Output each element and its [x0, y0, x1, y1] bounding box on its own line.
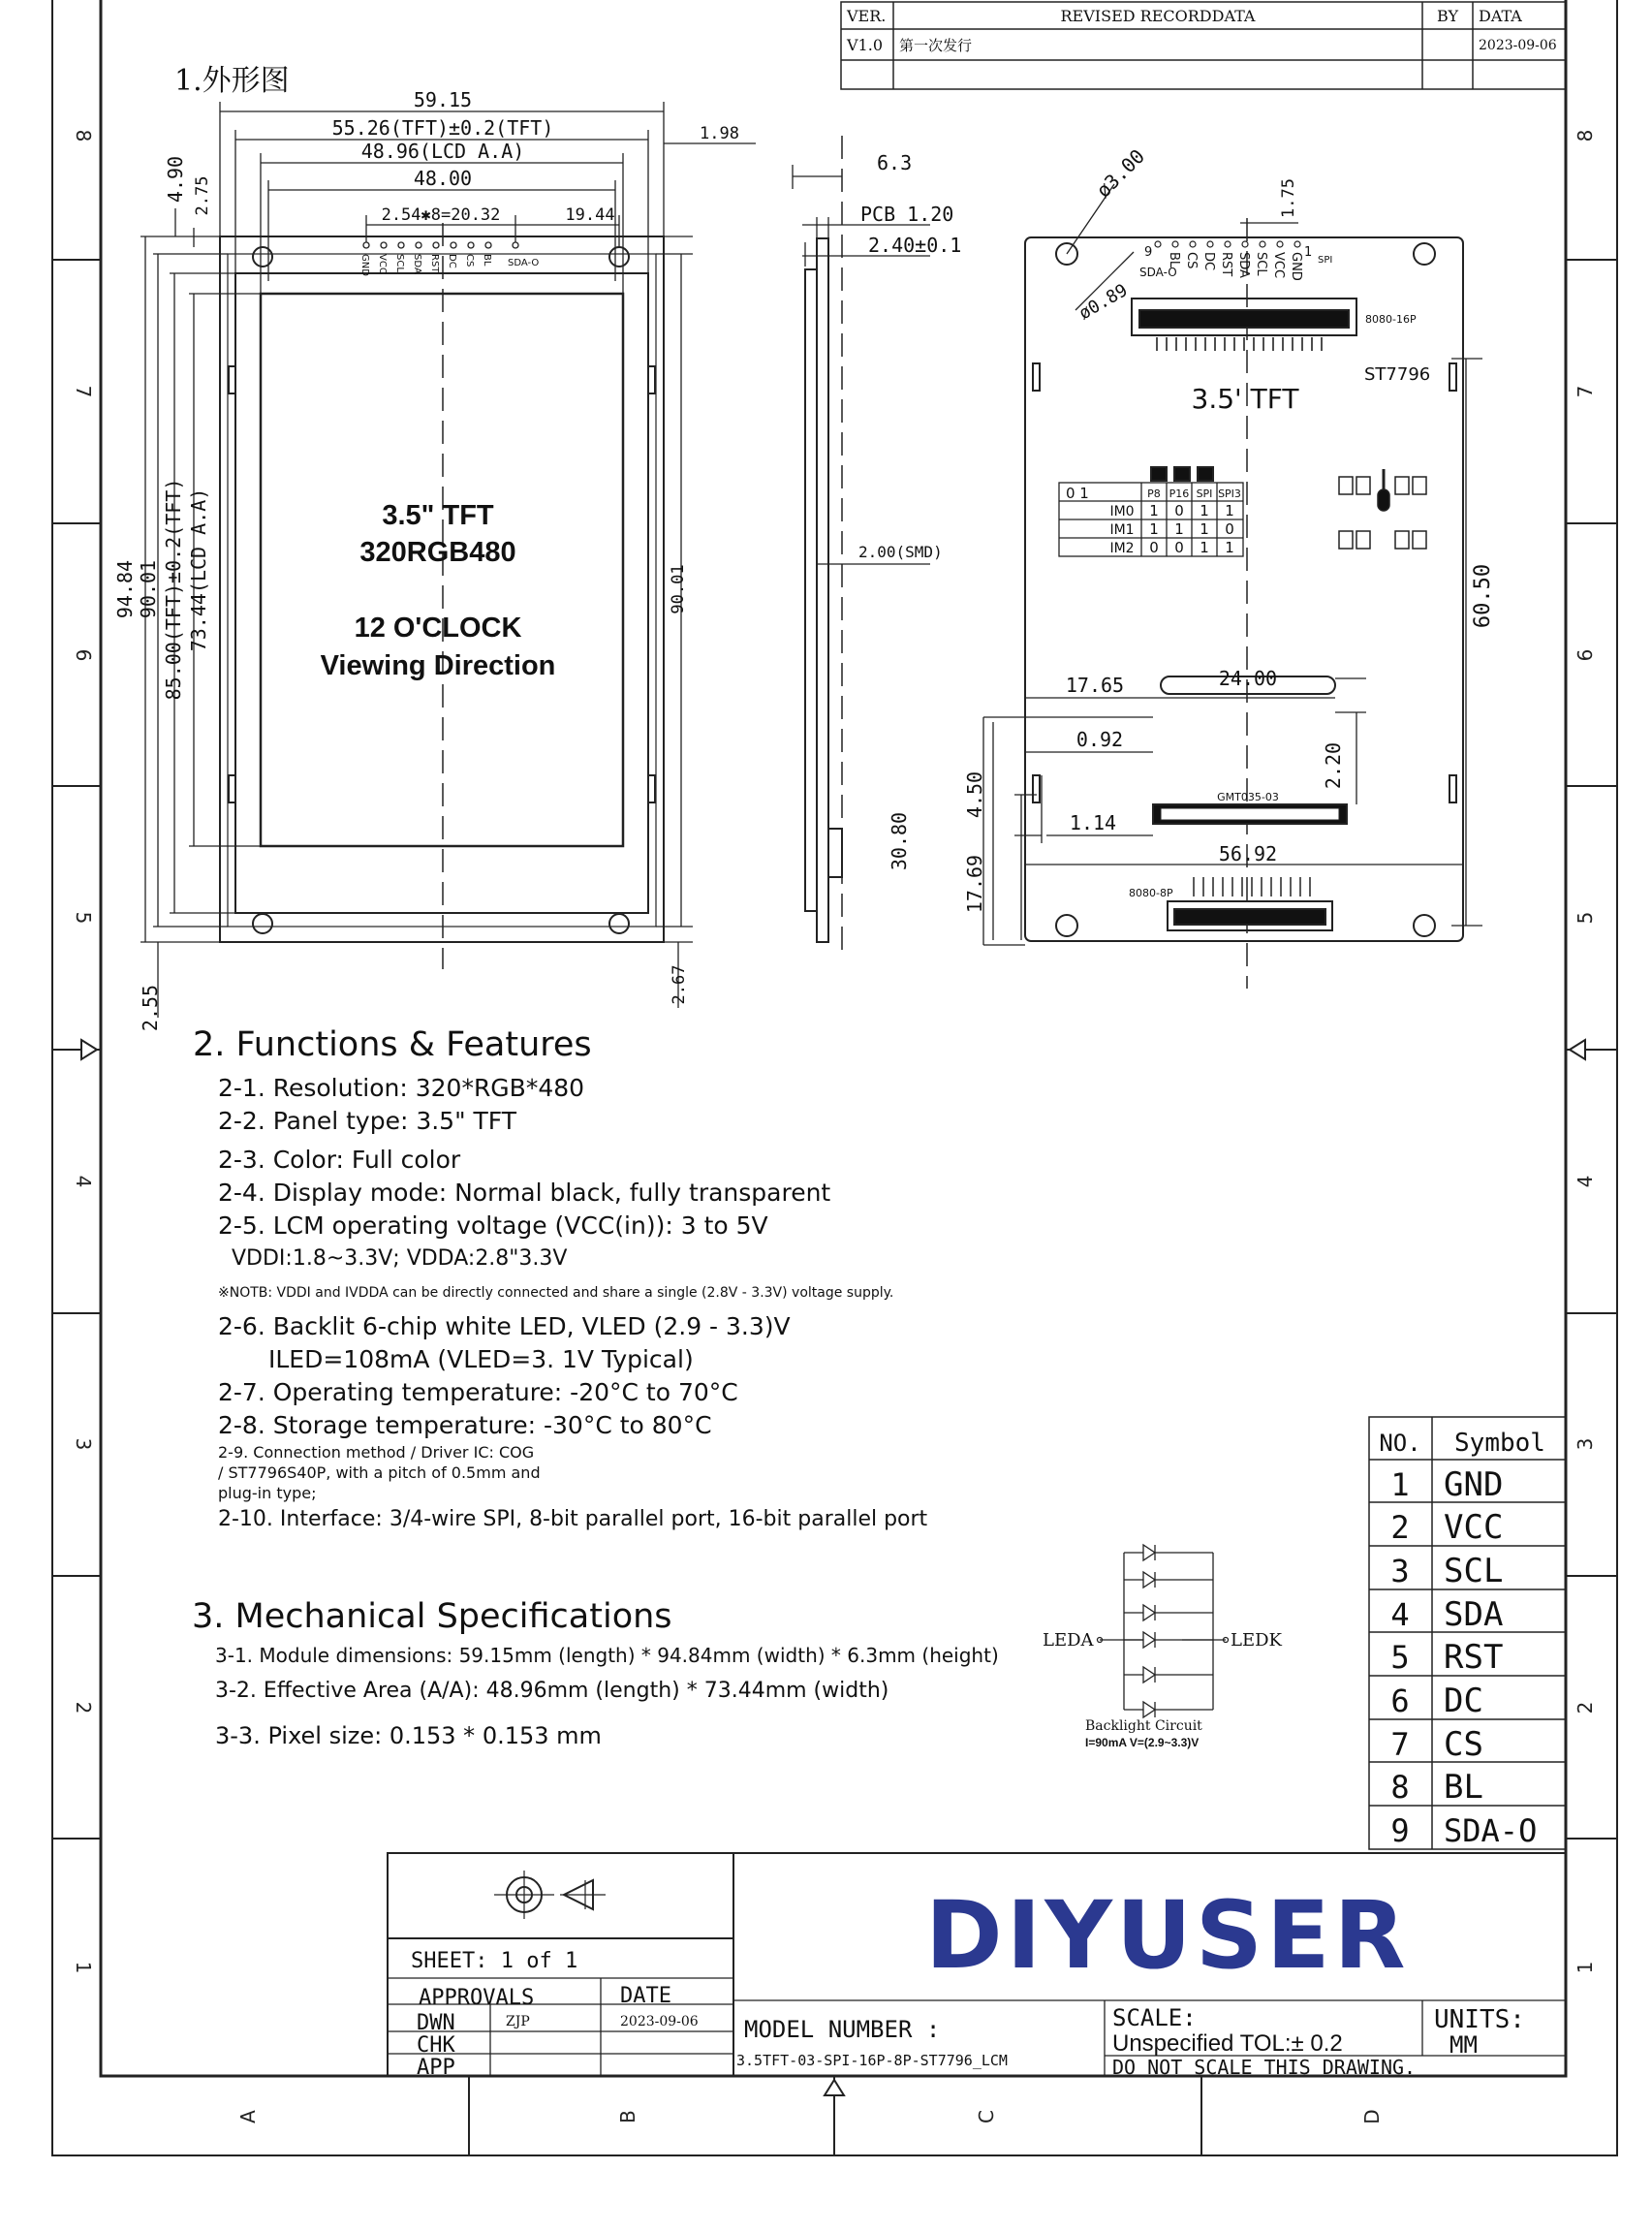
revision-text — [846, 7, 1557, 54]
im-val: 1 — [1149, 502, 1159, 519]
im-val: 0 — [1174, 502, 1184, 519]
label-8080-8p: 8080-8P — [1129, 887, 1173, 899]
dim-h-tft: 85.00(TFT)±0.2(TFT) — [162, 478, 185, 701]
chk-label: CHK — [417, 2033, 455, 2058]
row-label: 2 — [72, 1701, 95, 1714]
label-c9: 9 — [1144, 245, 1153, 260]
feature-item: / ST7796S40P, with a pitch of 0.5mm and — [218, 1463, 541, 1482]
model-label: MODEL NUMBER : — [744, 2016, 941, 2043]
dim-h-lcd: 73.44(LCD A.A) — [187, 487, 210, 652]
dim-side-smd: 2.00(SMD) — [858, 543, 943, 561]
im-val: 0 — [1174, 539, 1184, 556]
scale-label: SCALE: — [1112, 2004, 1197, 2031]
row-label: 3 — [1574, 1437, 1597, 1451]
row-label: 2 — [1574, 1701, 1597, 1714]
im-header: SPI — [1196, 487, 1213, 500]
dim-h-top1: 4.90 — [164, 155, 187, 204]
pin-label: SDA — [1236, 252, 1251, 278]
feature-item: VDDI:1.8~3.3V; VDDA:2.8"3.3V — [232, 1246, 568, 1271]
mechanical-section — [192, 1597, 1064, 1758]
feature-item: 2-5. LCM operating voltage (VCC(in)): 3 to 5V — [218, 1211, 768, 1240]
row-label: 3 — [72, 1437, 95, 1451]
pin-no: 8 — [1390, 1769, 1410, 1806]
im-val: 1 — [1149, 520, 1159, 538]
pin-label: BL — [1167, 252, 1181, 268]
date-label: DATE — [620, 1984, 671, 2008]
pin-header-symbol: Symbol — [1454, 1429, 1545, 1458]
feature-item: 2-8. Storage temperature: -30°C to 80°C — [218, 1411, 712, 1439]
pin-symbol: RST — [1444, 1638, 1504, 1677]
row-label: 5 — [72, 911, 95, 925]
dim-175: 1.75 — [1279, 178, 1298, 218]
dim-side-pcb: PCB 1.20 — [860, 203, 954, 226]
pin-header-no: NO. — [1379, 1430, 1421, 1457]
feature-item: 2-10. Interface: 3/4-wire SPI, 8-bit parallel port, 16-bit parallel port — [218, 1507, 928, 1531]
dim-side-glass: 2.40±0.1 — [868, 234, 962, 257]
screen-line-4: Viewing Direction — [320, 650, 556, 681]
im-table-text — [1066, 485, 1241, 556]
features-title: 2. Functions & Features — [193, 1025, 592, 1064]
dim-offset: 19.44 — [565, 205, 615, 225]
row-label: 6 — [72, 648, 95, 662]
pin-label: SDA — [412, 254, 422, 274]
row-label: 7 — [1574, 385, 1597, 398]
dim-h-total: 94.84 — [113, 559, 137, 619]
units-value: MM — [1449, 2031, 1478, 2059]
label-8080-16p: 8080-16P — [1365, 313, 1417, 326]
dim-6050: 60.50 — [1471, 563, 1495, 629]
dim-092: 0.92 — [1075, 728, 1124, 751]
feature-item: 2-4. Display mode: Normal black, fully transparent — [218, 1179, 831, 1207]
pin-label: SCL — [1254, 252, 1268, 276]
screen-line-1: 3.5" TFT — [382, 500, 494, 531]
pin-label: RST — [429, 254, 440, 273]
row-label: 5 — [1574, 911, 1597, 925]
app-label: APP — [417, 2056, 455, 2080]
pin-label: SDA-O — [508, 258, 540, 268]
screen-line-3: 12 O'CLOCK — [354, 613, 522, 644]
units-label: UNITS: — [1434, 2005, 1525, 2034]
dim-220: 2.20 — [1322, 741, 1345, 790]
pin-no: 2 — [1390, 1509, 1410, 1546]
pin-no: 1 — [1390, 1466, 1410, 1503]
pin-label: GND — [359, 254, 370, 276]
im-val: 1 — [1225, 502, 1234, 519]
dwn-date: 2023-09-06 — [620, 2014, 699, 2029]
pin-label: DC — [1201, 252, 1216, 271]
dim-w-total: 59.15 — [413, 88, 473, 111]
pin-symbol: VCC — [1444, 1508, 1504, 1547]
feature-item: 2-6. Backlit 6-chip white LED, VLED (2.9 - 3.3)V — [218, 1312, 791, 1340]
backlight-circuit — [1098, 1545, 1229, 1717]
rev-ver: V1.0 — [847, 36, 883, 54]
pin-no: 6 — [1390, 1683, 1410, 1719]
dim-pitch: 2.54✱8=20.32 — [381, 205, 501, 225]
dim-hole-small: ø0.89 — [1075, 280, 1132, 325]
label-tft: 3.5' TFT — [1191, 383, 1299, 415]
dim-h-right: 90.01 — [669, 564, 688, 614]
dim-2400: 24.00 — [1218, 667, 1278, 690]
row-label: 7 — [72, 385, 95, 398]
pin-symbol: SDA — [1444, 1595, 1504, 1634]
col-label: C — [975, 2110, 998, 2123]
pin-label: DC — [447, 254, 457, 268]
label-c1: 1 — [1304, 245, 1313, 260]
row-label: 8 — [1574, 129, 1597, 142]
pin-no: 9 — [1390, 1812, 1410, 1849]
feature-note: ※NOTB: VDDI and IVDDA can be directly connected and share a single (2.8V - 3.3V) voltage supply. — [218, 1285, 894, 1301]
pin-no: 4 — [1390, 1596, 1410, 1633]
pin-label: VCC — [1271, 252, 1286, 279]
feature-item: 2-7. Operating temperature: -20°C to 70°C — [218, 1378, 738, 1406]
im-header: SPI3 — [1218, 487, 1241, 500]
screen-text — [321, 500, 556, 681]
section-1-title: 1.外形图 — [174, 64, 290, 98]
screen-line-2: 320RGB480 — [359, 537, 516, 568]
dim-450: 4.50 — [963, 771, 986, 819]
rev-header-data: DATA — [1479, 7, 1522, 25]
im-val: 1 — [1200, 539, 1209, 556]
dim-w-inner: 48.00 — [413, 167, 473, 190]
feature-item: 2-3. Color: Full color — [218, 1146, 461, 1174]
pin-no: 7 — [1390, 1726, 1410, 1763]
scale-value: Unspecified TOL:± 0.2 — [1112, 2030, 1343, 2057]
pin-label: BL — [482, 254, 492, 267]
dim-side-thickness: 6.3 — [877, 151, 913, 174]
title-block-text — [411, 1881, 1525, 2080]
features-section — [193, 1025, 1071, 1536]
im-val: 1 — [1200, 502, 1209, 519]
dim-w-lcd: 48.96(LCD A.A) — [360, 140, 525, 163]
do-not-scale: DO NOT SCALE THIS DRAWING. — [1112, 2056, 1417, 2079]
front-view — [220, 223, 664, 969]
dim-1769: 17.69 — [963, 854, 986, 914]
pin-label: CS — [464, 254, 475, 267]
mechanical-title: 3. Mechanical Specifications — [192, 1597, 672, 1636]
pin-symbol: GND — [1444, 1465, 1504, 1504]
pin-symbol: DC — [1444, 1682, 1483, 1720]
front-pins — [363, 242, 518, 248]
feature-item: plug-in type; — [218, 1484, 317, 1502]
row-label: 4 — [1574, 1175, 1597, 1188]
rev-header-by: BY — [1436, 7, 1459, 25]
dim-h-pcb: 90.01 — [137, 559, 160, 619]
feature-item: 2-9. Connection method / Driver IC: COG — [218, 1443, 535, 1462]
label-spi: SPI — [1318, 255, 1333, 266]
mechanical-item: 3-1. Module dimensions: 59.15mm (length) * 94.84mm (width) * 6.3mm (height) — [215, 1644, 999, 1667]
pin-symbol: CS — [1444, 1725, 1483, 1764]
approvals-label: APPROVALS — [419, 1986, 535, 2010]
pin-label: VCC — [377, 254, 388, 274]
rev-header-record: REVISED RECORDDATA — [1060, 7, 1256, 25]
back-view-labels — [1129, 245, 1430, 899]
im-header: P16 — [1169, 487, 1190, 500]
row-label: 1 — [1574, 1961, 1597, 1974]
row-label: 1 — [72, 1961, 95, 1974]
row-label: 8 — [72, 129, 95, 142]
pin-label: SDA-O — [1139, 266, 1177, 279]
rev-header-ver: VER. — [847, 7, 887, 25]
im-row-name: IM0 — [1109, 504, 1135, 519]
label-st7796: ST7796 — [1364, 364, 1431, 385]
mechanical-item: 3-2. Effective Area (A/A): 48.96mm (length) * 73.44mm (width) — [215, 1679, 889, 1703]
im-val: 1 — [1225, 539, 1234, 556]
feature-item: ILED=108mA (VLED=3. 1V Typical) — [268, 1345, 694, 1373]
back-view — [1025, 218, 1463, 989]
logo: DIYUSER — [925, 1881, 1410, 1990]
feature-item: 2-2. Panel type: 3.5" TFT — [218, 1107, 517, 1135]
model-number: 3.5TFT-03-SPI-16P-8P-ST7796_LCM — [736, 2052, 1008, 2069]
rev-record: 第一次发行 — [899, 37, 973, 54]
dwn-by: ZJP — [506, 2014, 530, 2029]
im-leading: 0 1 — [1066, 485, 1089, 502]
pin-label: GND — [1289, 252, 1303, 281]
backlight-caption: Backlight Circuit — [1085, 1718, 1202, 1734]
im-row-name: IM2 — [1109, 541, 1135, 556]
row-label: 4 — [72, 1175, 95, 1188]
dim-h-top2: 2.75 — [193, 175, 212, 216]
im-val: 1 — [1200, 520, 1209, 538]
dim-114: 1.14 — [1069, 811, 1117, 834]
pin-label: CS — [1184, 252, 1199, 269]
pin-symbol: BL — [1444, 1768, 1483, 1807]
rev-date: 2023-09-06 — [1479, 38, 1557, 53]
row-label: 6 — [1574, 648, 1597, 662]
pin-symbol: SDA-O — [1444, 1812, 1538, 1849]
dim-3080: 30.80 — [888, 811, 911, 871]
pin-no: 5 — [1390, 1639, 1410, 1676]
side-dimension-text — [858, 151, 961, 561]
pin-table-text — [1379, 1429, 1545, 1849]
dim-right: 1.98 — [700, 124, 739, 143]
col-label: A — [236, 2110, 260, 2123]
im-val: 0 — [1149, 539, 1159, 556]
dim-5692: 56.92 — [1218, 842, 1278, 865]
label-leda: LEDA — [1043, 1630, 1094, 1651]
im-row-name: IM1 — [1109, 522, 1135, 538]
col-label: B — [616, 2110, 639, 2123]
dim-hole: ø3.00 — [1091, 143, 1150, 203]
dim-w-tft: 55.26(TFT)±0.2(TFT) — [331, 116, 554, 140]
im-val: 0 — [1225, 520, 1234, 538]
feature-item: 2-1. Resolution: 320*RGB*480 — [218, 1074, 585, 1102]
backlight-labels — [1043, 1630, 1283, 1749]
im-val: 1 — [1174, 520, 1184, 538]
backlight-spec: I=90mA V=(2.9~3.3)V — [1085, 1736, 1200, 1749]
pin-label: SCL — [394, 254, 405, 272]
back-pin-labels — [1139, 252, 1303, 281]
label-ledk: LEDK — [1231, 1630, 1282, 1651]
pin-no: 3 — [1390, 1553, 1410, 1589]
pin-symbol: SCL — [1444, 1552, 1504, 1590]
dim-bottom-left: 2.55 — [139, 984, 162, 1032]
sheet-text: SHEET: 1 of 1 — [411, 1949, 578, 1973]
dim-1765: 17.65 — [1065, 674, 1125, 697]
dwn-label: DWN — [417, 2011, 455, 2035]
dim-bottom-right: 2.67 — [670, 964, 689, 1005]
im-header: P8 — [1147, 487, 1161, 500]
mechanical-item: 3-3. Pixel size: 0.153 * 0.153 mm — [215, 1722, 602, 1749]
col-label: D — [1360, 2109, 1384, 2124]
pin-label: RST — [1219, 252, 1233, 277]
label-gmt035: GMT035-03 — [1217, 791, 1279, 803]
